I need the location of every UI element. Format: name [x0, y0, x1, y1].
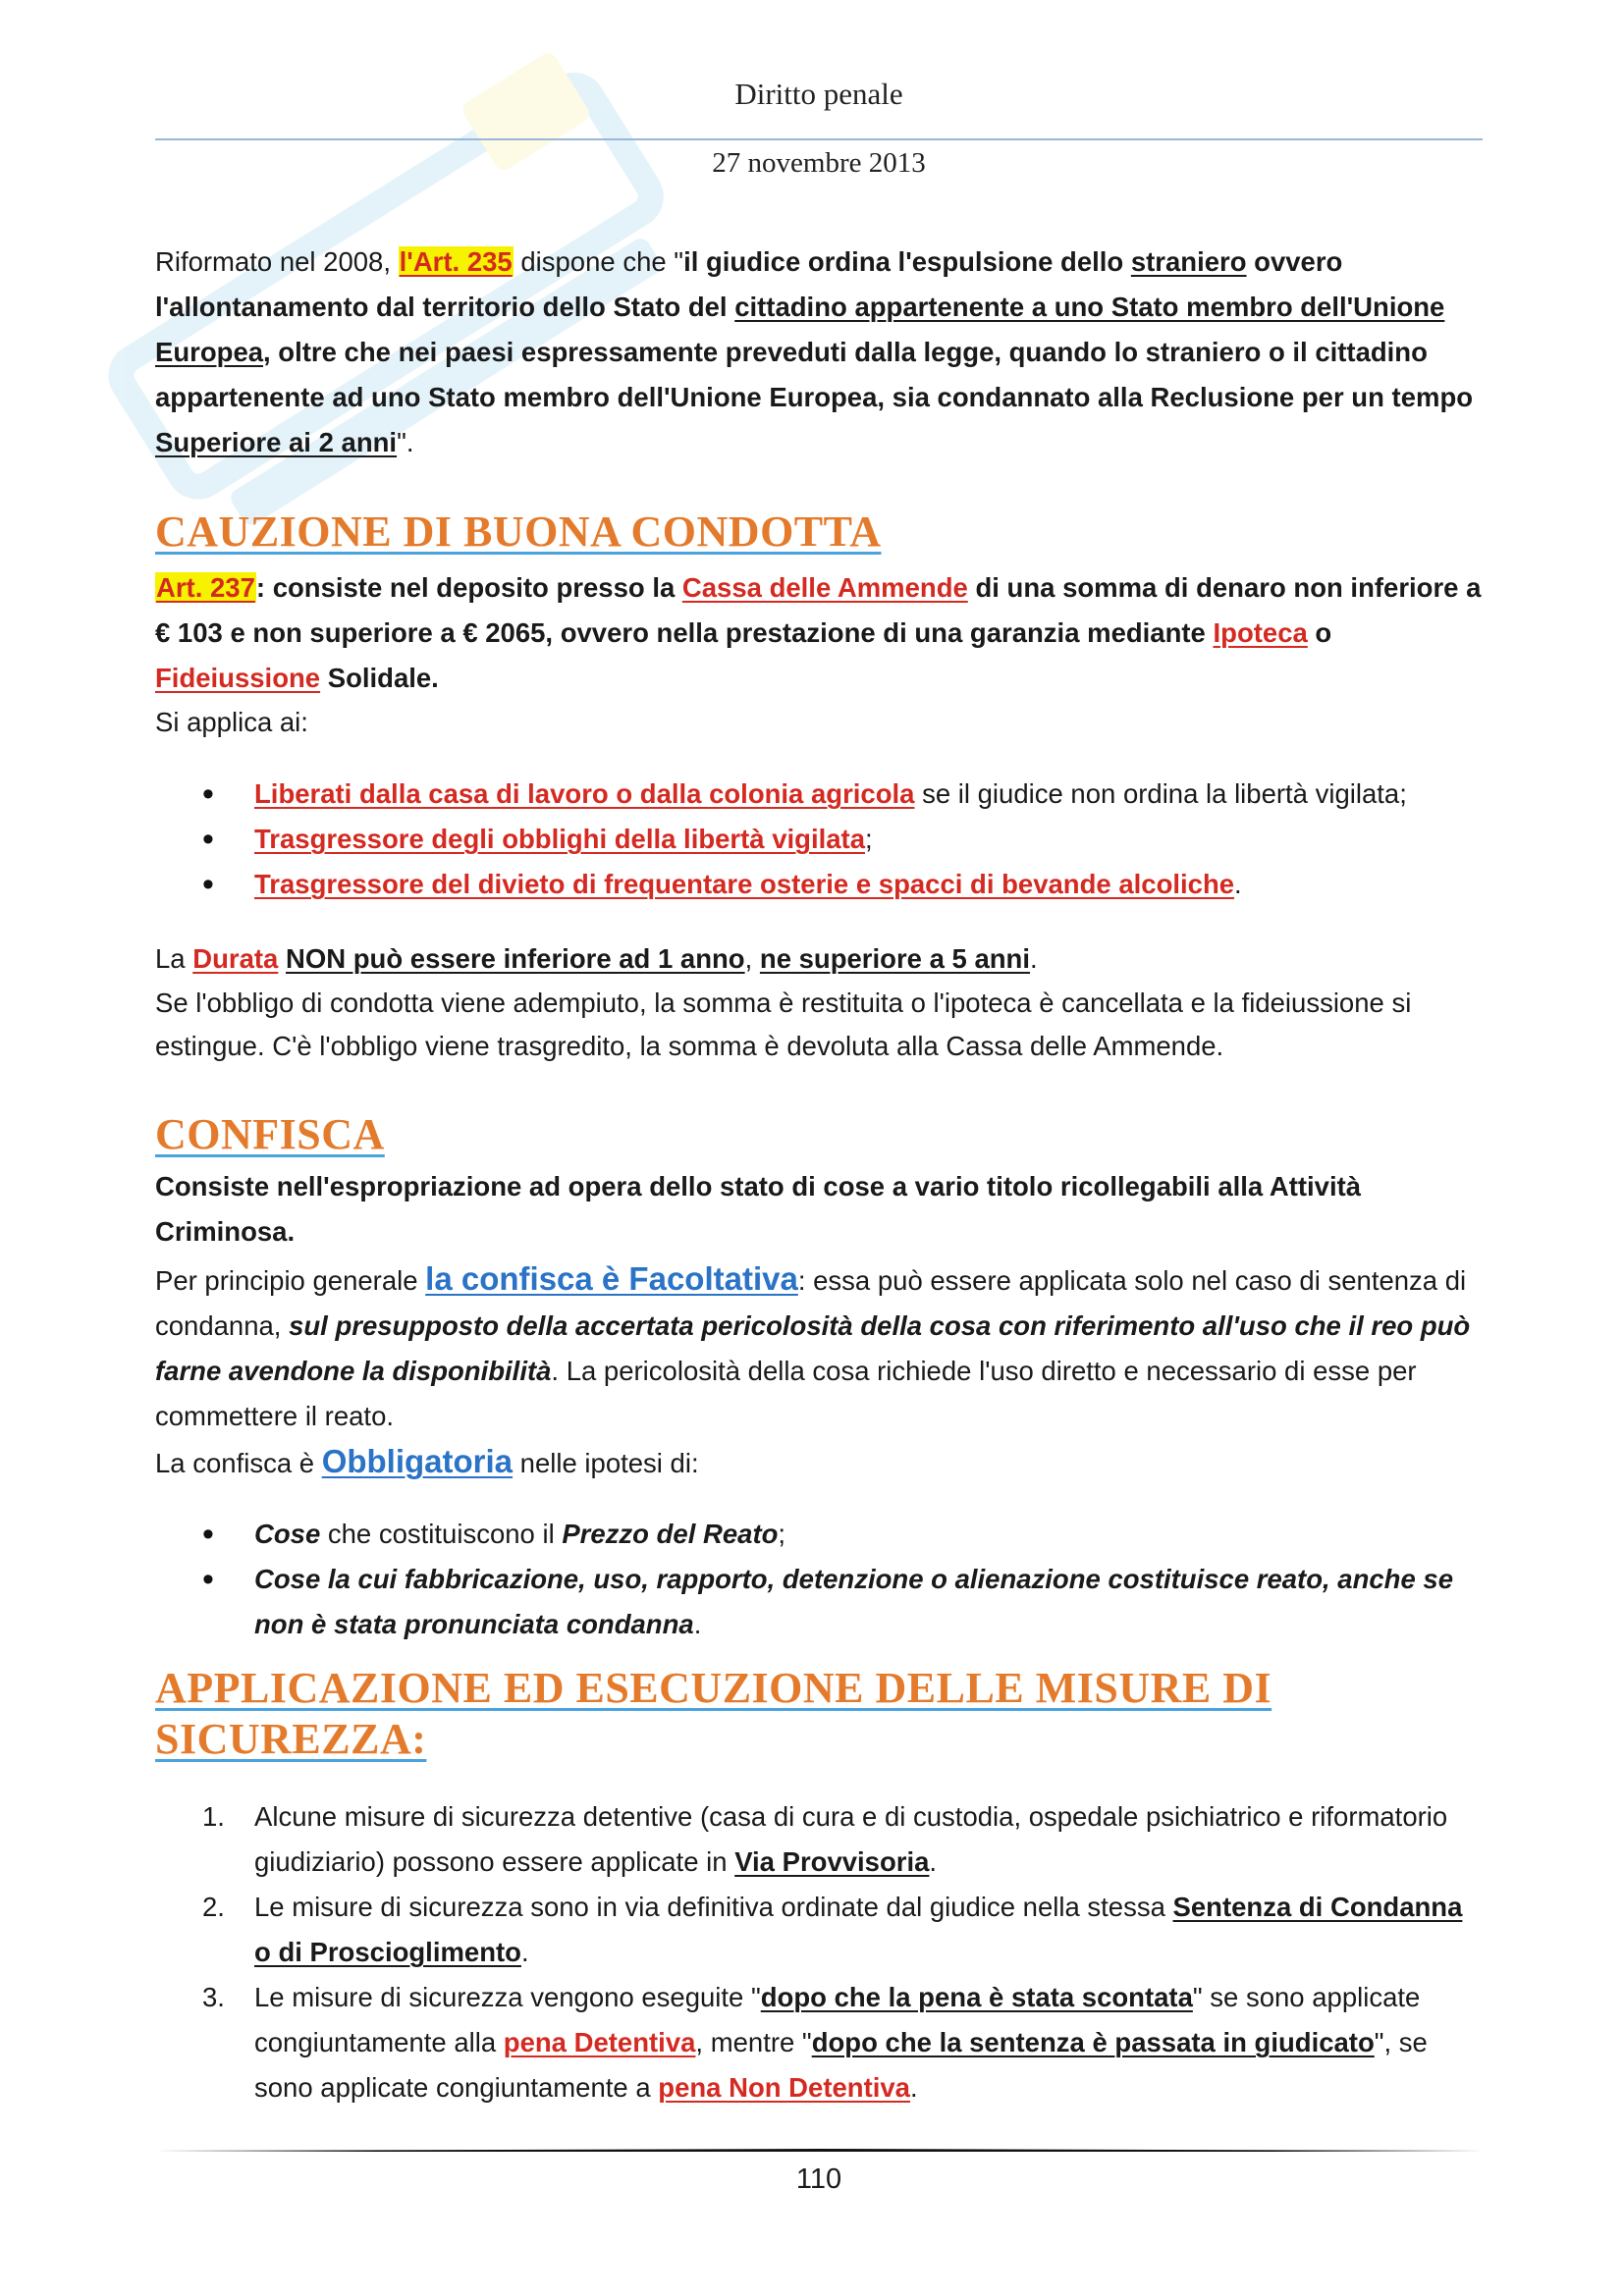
- keyword: Ipoteca: [1213, 617, 1308, 648]
- intro-paragraph: [155, 240, 1483, 465]
- confisca-list: [155, 1512, 1483, 1647]
- text: , oltre che nei paesi espressamente preveduti dalla legge, quando lo straniero o il cittadino appartenente ad uno Stato membro dell'Unione Europea, sia condannato alla Reclusione per un tempo: [155, 337, 1474, 412]
- list-item: [155, 1885, 1483, 1975]
- keyword: Sentenza di Condanna: [1172, 1892, 1463, 1922]
- cauzione-closing: Se l'obbligo di condotta viene adempiuto, la somma è restituita o l'ipoteca è cancellata e la fideiussione si estingue. C'è l'obbligo viene trasgredito, la somma è devoluta alla Cassa delle Ammende.: [155, 988, 1412, 1061]
- section-heading-applicazione: [155, 1663, 1483, 1765]
- list-item: [155, 862, 1483, 907]
- section-heading-confisca: [155, 1109, 1483, 1160]
- list-item: [155, 817, 1483, 862]
- text: ovvero l'allontanamento dal territorio dello Stato del: [155, 246, 1343, 322]
- obbligatoria-line: [155, 1439, 1483, 1486]
- list-item: [155, 772, 1483, 817]
- keyword: Via Provvisoria: [734, 1846, 930, 1877]
- text: .: [520, 1937, 529, 1967]
- text: ", se sono applicate congiuntamente a: [254, 2027, 1428, 2103]
- text: . La pericolosità della cosa richiede l'uso diretto e necessario di esse per commettere il reato.: [155, 1356, 1417, 1431]
- text: .: [1234, 869, 1242, 899]
- text: ".: [397, 427, 414, 457]
- cauzione-list: [155, 772, 1483, 907]
- durata-line: [155, 936, 1483, 982]
- page-number: 110: [795, 2163, 842, 2195]
- text: .: [909, 2072, 918, 2103]
- text: " se sono applicate congiuntamente alla: [254, 1982, 1421, 2057]
- keyword: dopo che la sentenza è passata in giudicato: [811, 2027, 1375, 2057]
- keyword: Fideiussione: [155, 663, 321, 693]
- text: Le misure di sicurezza sono in via definitiva ordinate dal giudice nella stessa: [254, 1892, 1173, 1922]
- text: Per principio generale: [155, 1265, 426, 1296]
- list-number: 1.: [202, 1801, 225, 1832]
- text: dispone che ": [513, 246, 684, 277]
- text: ;: [865, 824, 873, 854]
- cauzione-paragraph: [155, 565, 1483, 701]
- keyword: Obbligatoria: [321, 1443, 514, 1479]
- text: nelle ipotesi di:: [513, 1448, 699, 1478]
- heading-text: SICUREZZA:: [155, 1715, 427, 1763]
- keyword: Trasgressore del divieto di frequentare osterie e spacci di bevande alcoliche: [254, 869, 1235, 899]
- text: [278, 943, 286, 974]
- list-item: [155, 1975, 1483, 2110]
- keyword: o di Proscioglimento: [254, 1937, 521, 1967]
- article-ref: Art. 237: [156, 572, 255, 603]
- heading-text: CAUZIONE DI BUONA CONDOTTA: [155, 507, 882, 556]
- emphasis: Prezzo del Reato: [562, 1519, 779, 1549]
- text: se il giudice non ordina la libertà vigilata;: [914, 778, 1407, 809]
- list-item: [155, 1557, 1483, 1647]
- emphasis: Cose: [254, 1519, 321, 1549]
- keyword: cittadino appartenente a uno Stato membro dell'Unione Europea: [155, 292, 1445, 367]
- section-heading-cauzione: [155, 507, 1483, 558]
- text: , mentre ": [695, 2027, 812, 2057]
- keyword: Durata: [192, 943, 279, 974]
- text: .: [929, 1846, 938, 1877]
- keyword: pena Non Detentiva: [658, 2072, 910, 2103]
- list-number: 2.: [202, 1892, 225, 1922]
- heading-text: APPLICAZIONE ED ESECUZIONE DELLE MISURE DI: [155, 1664, 1272, 1712]
- list-number: 3.: [202, 1982, 225, 2012]
- keyword: straniero: [1130, 246, 1247, 277]
- text: Consiste nell'espropriazione ad opera dello stato di cose a vario titolo ricollegabili alla Attività Criminosa.: [155, 1171, 1362, 1247]
- keyword: NON può essere inferiore ad 1 anno: [285, 943, 745, 974]
- list-item: [155, 1794, 1483, 1885]
- text: Alcune misure di sicurezza detentive (casa di cura e di custodia, ospedale psichiatrico e riformatorio giudiziario) possono essere applicate in: [254, 1801, 1448, 1877]
- text: ;: [778, 1519, 786, 1549]
- text: Solidale.: [320, 663, 439, 693]
- text: .: [1030, 943, 1038, 974]
- header-date: 27 novembre 2013: [712, 147, 926, 179]
- text: Le misure di sicurezza vengono eseguite ": [254, 1982, 761, 2012]
- keyword: pena Detentiva: [503, 2027, 696, 2057]
- keyword: Trasgressore degli obblighi della libertà vigilata: [254, 824, 865, 854]
- keyword: Superiore ai 2 anni: [155, 427, 398, 457]
- header-title: Diritto penale: [734, 77, 903, 111]
- list-item: [155, 1512, 1483, 1557]
- emphasis: Cose la cui fabbricazione, uso, rapporto, detenzione o alienazione costituisce reato, anche se non è stata pronunciata condanna: [254, 1564, 1453, 1639]
- applica-label: Si applica ai:: [155, 707, 308, 737]
- text: di una somma di denaro non inferiore a € 103 e non superiore a € 2065, ovvero nella prestazione di una garanzia mediante: [155, 572, 1482, 648]
- article-ref: l'Art. 235: [399, 246, 513, 277]
- confisca-definition: [155, 1164, 1483, 1255]
- keyword: Cassa delle Ammende: [681, 572, 968, 603]
- keyword: la confisca è Facoltativa: [425, 1260, 798, 1297]
- text: : essa può essere applicata solo nel caso di sentenza di condanna,: [155, 1265, 1467, 1341]
- keyword: dopo che la pena è stata scontata: [760, 1982, 1193, 2012]
- header-rule: [155, 138, 1483, 140]
- text: .: [693, 1609, 702, 1639]
- applicazione-list: [155, 1794, 1483, 2110]
- keyword: Liberati dalla casa di lavoro o dalla colonia agricola: [254, 778, 915, 809]
- text: : consiste nel deposito presso la: [255, 572, 682, 603]
- confisca-paragraph: [155, 1256, 1483, 1439]
- footer-rule: [155, 2149, 1483, 2154]
- text: il giudice ordina l'espulsione dello: [683, 246, 1131, 277]
- content: [155, 240, 1483, 2110]
- keyword: ne superiore a 5 anni: [759, 943, 1030, 974]
- text: ,: [744, 943, 760, 974]
- text: o: [1307, 617, 1332, 648]
- text: La: [155, 943, 193, 974]
- text: Riformato nel 2008,: [155, 246, 399, 277]
- emphasis: sul presupposto della accertata pericolosità della cosa con riferimento all'uso che il reo può farne avendone la disponibilità: [155, 1310, 1471, 1386]
- text: La confisca è: [155, 1448, 322, 1478]
- text: che costituiscono il: [320, 1519, 563, 1549]
- heading-text: CONFISCA: [155, 1110, 385, 1158]
